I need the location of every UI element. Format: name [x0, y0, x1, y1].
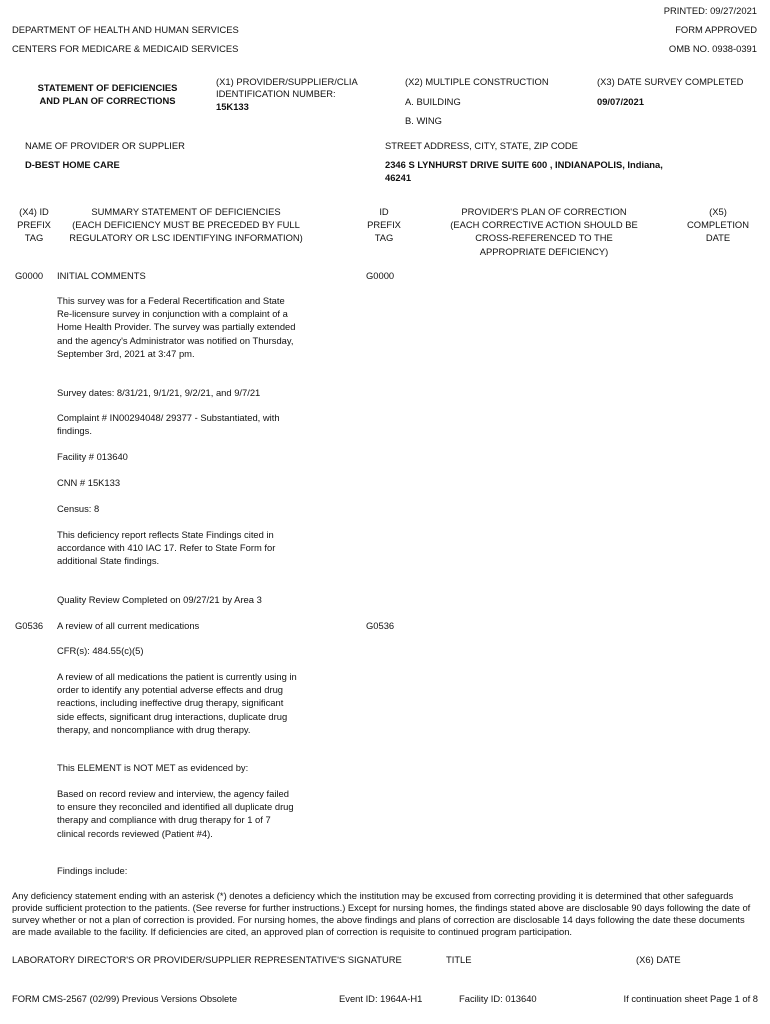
g0000-paragraph: Complaint # IN00294048/ 29377 - Substantiated, with findings.: [57, 412, 280, 437]
address-line2: 46241: [385, 172, 412, 183]
summary-header: [58, 205, 314, 245]
g0536-paragraph: Based on record review and interview, the agency failed to ensure they reconciled and identified all duplicate drug therapy and compliance with drug therapy for 1 of 7 clinical records reviewed (Patient #4).: [57, 788, 294, 839]
x4-header-line: PREFIX: [17, 219, 51, 231]
date-label: (X6) DATE: [636, 954, 681, 965]
x1-value: 15K133: [216, 101, 249, 112]
tag-g0536: G0536: [15, 620, 44, 631]
g0000-paragraph: Census: 8: [57, 503, 100, 514]
department-name: DEPARTMENT OF HEALTH AND HUMAN SERVICES: [12, 24, 239, 35]
event-id: Event ID: 1964A-H1: [339, 993, 423, 1004]
id-header: [358, 205, 410, 245]
statement-title-line2: AND PLAN OF CORRECTIONS: [39, 95, 176, 106]
id-header-line: ID: [379, 206, 389, 217]
plan-header: [430, 205, 658, 258]
x5-header: [676, 205, 760, 245]
g0000-title: INITIAL COMMENTS: [57, 270, 146, 281]
x4-header: [8, 205, 60, 245]
id-header-line: TAG: [374, 232, 394, 244]
statement-title-line1: STATEMENT OF DEFICIENCIES: [37, 82, 178, 93]
signature-label: LABORATORY DIRECTOR'S OR PROVIDER/SUPPLIER REPRESENTATIVE'S SIGNATURE: [12, 954, 402, 965]
g0536-title: A review of all current medications: [57, 620, 200, 631]
x5-header-line: COMPLETION: [687, 219, 749, 231]
g0000-paragraph: This deficiency report reflects State Findings cited in accordance with 410 IAC 17. Refer to State Form for additional State findings.: [57, 529, 276, 567]
g0000-paragraph: Survey dates: 8/31/21, 9/1/21, 9/2/21, and 9/7/21: [57, 387, 261, 398]
x2-building: A. BUILDING: [405, 96, 461, 107]
x3-label: (X3) DATE SURVEY COMPLETED: [597, 76, 744, 87]
x5-header-line: (X5): [709, 206, 727, 217]
x1-label-line2: IDENTIFICATION NUMBER:: [216, 88, 336, 99]
g0000-paragraph: CNN # 15K133: [57, 477, 121, 488]
x3-value: 09/07/2021: [597, 96, 644, 107]
disclaimer: Any deficiency statement ending with an asterisk (*) denotes a deficiency which the institution may be excused from correcting providing it is determined that other safeguards provide sufficient protection to the patients. (See reverse for further instructions.) Except for nursing homes, the findings stated above are disclosable 90 days following the date of survey whether or not a plan of correction is provided. For nursing homes, the above findings and plans of correction are disclosable 14 days following the date these documents are made available to the facility. If deficiencies are cited, an approved plan of correction is requisite to continued program participation.: [12, 890, 751, 937]
omb-number: OMB NO. 0938-0391: [668, 43, 757, 54]
plan-header-line: (EACH CORRECTIVE ACTION SHOULD BE: [450, 219, 638, 231]
g0536-paragraph: This ELEMENT is NOT MET as evidenced by:: [57, 762, 249, 773]
g0536-paragraph: Findings include:: [57, 865, 128, 876]
title-label: TITLE: [446, 954, 472, 965]
summary-header-line: SUMMARY STATEMENT OF DEFICIENCIES: [91, 206, 281, 217]
centers-name: CENTERS FOR MEDICARE & MEDICAID SERVICES: [12, 43, 239, 54]
x4-header-line: TAG: [24, 232, 44, 244]
g0000-paragraph: Facility # 013640: [57, 451, 128, 462]
x2-label: (X2) MULTIPLE CONSTRUCTION: [405, 76, 549, 87]
summary-header-line: REGULATORY OR LSC IDENTIFYING INFORMATION): [69, 232, 303, 244]
address-label: STREET ADDRESS, CITY, STATE, ZIP CODE: [385, 140, 578, 151]
id-header-line: PREFIX: [367, 219, 401, 231]
facility-id: Facility ID: 013640: [459, 993, 537, 1004]
provider-name-value: D-BEST HOME CARE: [25, 159, 120, 170]
provider-name-label: NAME OF PROVIDER OR SUPPLIER: [25, 140, 185, 151]
g0000-paragraph: Quality Review Completed on 09/27/21 by Area 3: [57, 594, 262, 605]
form-approved: FORM APPROVED: [675, 24, 757, 35]
x2-wing: B. WING: [405, 115, 442, 126]
tag-g0000: G0000: [15, 270, 44, 281]
right-tag-g0000: G0000: [366, 270, 395, 281]
x4-header-line: (X4) ID: [19, 206, 49, 217]
summary-header-line: (EACH DEFICIENCY MUST BE PRECEDED BY FULL: [72, 219, 300, 231]
plan-header-line: APPROPRIATE DEFICIENCY): [479, 245, 609, 257]
g0536-paragraph: CFR(s): 484.55(c)(5): [57, 645, 144, 656]
g0536-paragraph: A review of all medications the patient is currently using in order to identify any potential adverse effects and drug reactions, including ineffective drug therapy, significant side effects, significant drug interactions, duplicate drug therapy, and noncompliance with drug therapy.: [57, 671, 297, 735]
g0000-paragraph: This survey was for a Federal Recertification and State Re-licensure survey in conjunction with a complaint of a Home Health Provider. The survey was partially extended and the agency's Administrator was notified on Thursday, September 3rd, 2021 at 3:47 pm.: [57, 295, 296, 359]
x1-label-line1: (X1) PROVIDER/SUPPLIER/CLIA: [216, 76, 358, 87]
plan-header-line: PROVIDER'S PLAN OF CORRECTION: [461, 206, 627, 217]
printed-date: PRINTED: 09/27/2021: [663, 5, 757, 16]
form-number: FORM CMS-2567 (02/99) Previous Versions Obsolete: [12, 993, 238, 1004]
right-tag-g0536: G0536: [366, 620, 395, 631]
page-number: If continuation sheet Page 1 of 8: [623, 993, 758, 1004]
x5-header-line: DATE: [705, 232, 731, 244]
plan-header-line: CROSS-REFERENCED TO THE: [475, 232, 613, 244]
address-line1: 2346 S LYNHURST DRIVE SUITE 600 , INDIANAPOLIS, Indiana,: [385, 159, 663, 170]
